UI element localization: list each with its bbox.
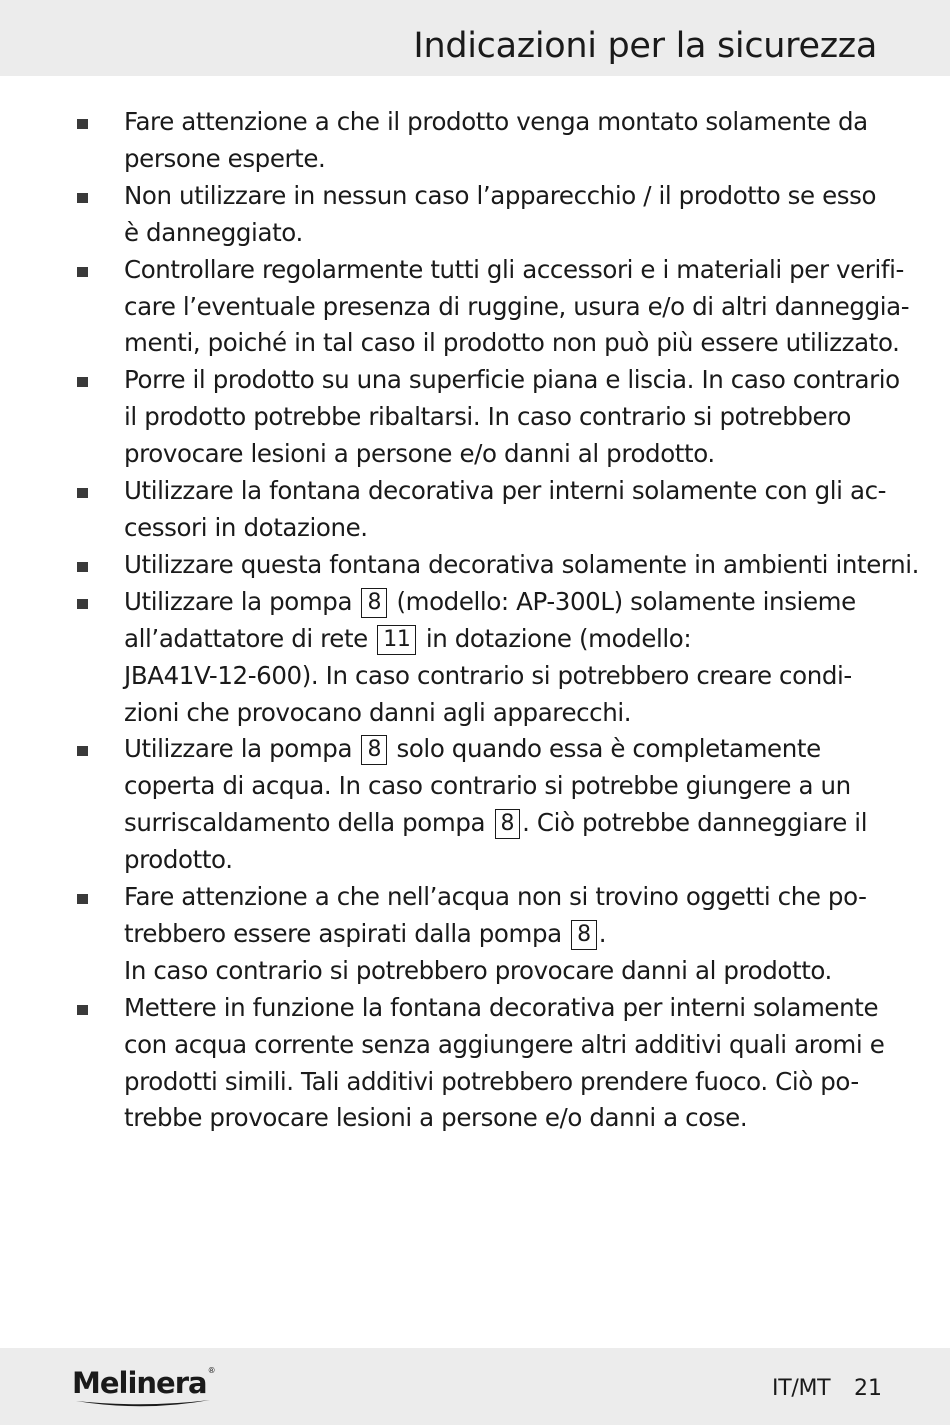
part-reference-box: 8 <box>571 920 597 950</box>
text-line <box>124 990 890 1027</box>
text-segment: trebbe provocare lesioni a persone e/o danni a cose. <box>124 1103 748 1133</box>
text-line <box>124 436 890 473</box>
text-segment: . <box>598 918 607 948</box>
text-line <box>124 289 910 326</box>
text-segment: trebbero essere aspirati dalla pompa <box>124 918 570 948</box>
text-line <box>124 805 890 842</box>
list-item <box>0 178 950 252</box>
square-bullet-icon <box>77 562 88 572</box>
text-segment: zioni che provocano danni agli apparecchi. <box>124 697 632 727</box>
page-footer <box>0 1348 950 1425</box>
text-line <box>124 953 890 990</box>
square-bullet-icon <box>77 599 88 609</box>
page-number: 21 <box>854 1376 882 1401</box>
text-segment: menti, poiché in tal caso il prodotto non può più essere utilizzato. <box>124 328 900 358</box>
text-segment: prodotto. <box>124 845 233 875</box>
text-segment: surriscaldamento della pompa <box>124 808 493 838</box>
text-segment: all’adattatore di rete <box>124 623 376 653</box>
brand-logo <box>72 1366 216 1400</box>
text-segment: Utilizzare la pompa <box>124 586 360 616</box>
list-item <box>0 584 950 732</box>
text-segment: Utilizzare la pompa <box>124 734 360 764</box>
registered-mark: ® <box>207 1366 216 1375</box>
list-item <box>0 731 950 879</box>
square-bullet-icon <box>77 119 88 129</box>
text-segment: Utilizzare questa fontana decorativa solamente in ambienti interni. <box>124 549 920 579</box>
text-segment: (modello: AP-300L) solamente insieme <box>389 586 856 616</box>
text-segment: il prodotto potrebbe ribaltarsi. In caso contrario si potrebbero <box>124 402 851 432</box>
square-bullet-icon <box>77 894 88 904</box>
part-reference-box: 8 <box>361 588 387 618</box>
text-line <box>124 584 890 621</box>
text-segment: In caso contrario si potrebbero provocare danni al prodotto. <box>124 955 832 985</box>
page-header <box>0 0 950 76</box>
text-line <box>124 141 890 178</box>
text-line <box>124 104 890 141</box>
text-segment: prodotti simili. Tali additivi potrebbero prendere fuoco. Ciò po- <box>124 1066 859 1096</box>
text-line <box>124 362 900 399</box>
text-segment: care l’eventuale presenza di ruggine, usura e/o di altri danneggia- <box>124 291 910 321</box>
list-item <box>0 879 950 990</box>
list-item <box>0 473 950 547</box>
text-segment: Controllare regolarmente tutti gli accessori e i materiali per verifi- <box>124 254 904 284</box>
text-segment: in dotazione (modello: <box>418 623 692 653</box>
text-segment: Porre il prodotto su una superficie piana e liscia. In caso contrario <box>124 365 900 395</box>
brand-name: Melinera <box>72 1366 207 1400</box>
square-bullet-icon <box>77 746 88 756</box>
text-segment: Mettere in funzione la fontana decorativa per interni solamente <box>124 992 879 1022</box>
list-item <box>0 547 950 584</box>
text-line <box>124 916 890 953</box>
page-title: Indicazioni per la sicurezza <box>413 26 877 66</box>
text-line <box>124 1100 890 1137</box>
part-reference-box: 11 <box>377 625 416 655</box>
list-item <box>0 104 950 178</box>
text-segment: Fare attenzione a che nell’acqua non si trovino oggetti che po- <box>124 882 867 912</box>
text-line <box>124 510 890 547</box>
text-line <box>124 325 900 362</box>
square-bullet-icon <box>77 267 88 277</box>
text-line <box>124 768 890 805</box>
safety-instructions-list <box>0 104 950 1137</box>
list-item <box>0 990 950 1138</box>
text-line <box>124 215 890 252</box>
text-segment: . Ciò potrebbe danneggiare il <box>522 808 868 838</box>
square-bullet-icon <box>77 377 88 387</box>
text-line <box>124 879 890 916</box>
text-line <box>124 252 904 289</box>
text-segment: solo quando essa è completamente <box>389 734 821 764</box>
text-segment: JBA41V-12-600). In caso contrario si potrebbero creare condi- <box>124 660 852 690</box>
text-line <box>124 1064 890 1101</box>
text-line <box>124 547 920 584</box>
text-segment: con acqua corrente senza aggiungere altri additivi quali aromi e <box>124 1029 885 1059</box>
text-segment: persone esperte. <box>124 143 326 173</box>
text-line <box>124 473 890 510</box>
text-segment: provocare lesioni a persone e/o danni al prodotto. <box>124 439 715 469</box>
list-item <box>0 362 950 473</box>
text-segment: Utilizzare la fontana decorativa per interni solamente con gli ac- <box>124 476 887 506</box>
part-reference-box: 8 <box>361 735 387 765</box>
square-bullet-icon <box>77 488 88 498</box>
text-segment: è danneggiato. <box>124 217 303 247</box>
list-item <box>0 252 950 363</box>
text-segment: coperta di acqua. In caso contrario si potrebbe giungere a un <box>124 771 851 801</box>
text-line <box>124 842 890 879</box>
text-line <box>124 658 890 695</box>
square-bullet-icon <box>77 1005 88 1015</box>
text-line <box>124 731 890 768</box>
text-line <box>124 1027 890 1064</box>
text-segment: Non utilizzare in nessun caso l’apparecchio / il prodotto se esso <box>124 180 877 210</box>
text-line <box>124 695 890 732</box>
text-segment: Fare attenzione a che il prodotto venga montato solamente da <box>124 107 868 136</box>
logo-swoosh-icon <box>74 1398 214 1410</box>
square-bullet-icon <box>77 193 88 203</box>
text-line <box>124 399 890 436</box>
text-line <box>124 621 890 658</box>
part-reference-box: 8 <box>495 809 521 839</box>
text-segment: cessori in dotazione. <box>124 512 368 542</box>
text-line <box>124 178 890 215</box>
language-code: IT/MT <box>772 1376 831 1401</box>
